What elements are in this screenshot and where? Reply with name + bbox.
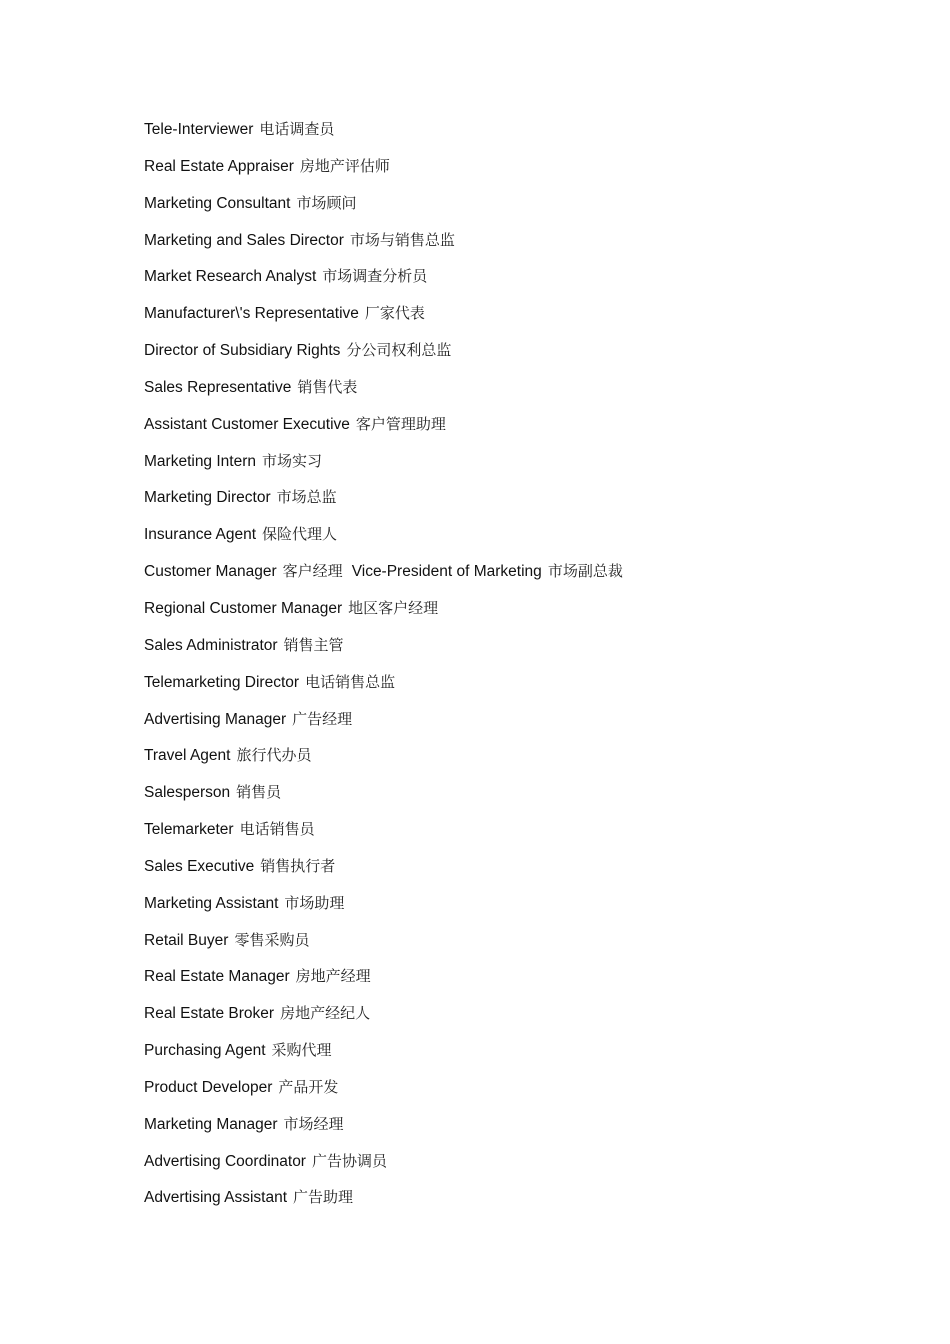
chinese-title: 销售代表 — [297, 377, 358, 396]
chinese-title: 市场与销售总监 — [349, 230, 455, 249]
list-item — [144, 482, 904, 519]
chinese-title: 分公司权利总监 — [346, 341, 452, 360]
english-title: Insurance Agent — [144, 526, 257, 544]
chinese-title: 市场助理 — [284, 893, 345, 912]
list-item — [144, 446, 904, 483]
english-title: Real Estate Broker — [144, 1005, 275, 1023]
list-item — [144, 961, 904, 998]
chinese-title: 地区客户经理 — [348, 598, 439, 617]
chinese-title: 广告经理 — [292, 709, 353, 728]
english-title: Manufacturer\'s Representative — [144, 305, 359, 323]
list-item — [144, 151, 904, 188]
list-item — [144, 888, 904, 925]
list-item — [144, 114, 904, 151]
list-item — [144, 630, 904, 667]
chinese-title: 市场实习 — [262, 451, 323, 470]
chinese-title: 房地产经理 — [295, 967, 371, 986]
list-item — [144, 1182, 904, 1219]
list-item — [144, 519, 904, 556]
english-title: Sales Representative — [144, 378, 292, 396]
list-item — [144, 225, 904, 262]
chinese-title: 零售采购员 — [234, 930, 310, 949]
english-title: Customer Manager — [144, 563, 277, 581]
list-item — [144, 777, 904, 814]
english-title: Advertising Coordinator — [144, 1152, 306, 1170]
list-item — [144, 1072, 904, 1109]
english-title: Marketing Intern — [144, 452, 256, 470]
english-title: Marketing Assistant — [144, 894, 279, 912]
chinese-title: 广告助理 — [293, 1188, 354, 1207]
list-item — [144, 1035, 904, 1072]
chinese-title: 电话销售总监 — [305, 672, 396, 691]
list-item — [144, 593, 904, 630]
english-title: Telemarketing Director — [144, 673, 300, 691]
job-title-list — [144, 114, 904, 1219]
chinese-title: 市场总监 — [276, 488, 337, 507]
list-item — [144, 556, 904, 593]
chinese-title: 采购代理 — [271, 1041, 332, 1060]
list-item — [144, 667, 904, 704]
english-title: Salesperson — [144, 784, 231, 802]
list-item — [144, 851, 904, 888]
english-title: Retail Buyer — [144, 931, 229, 949]
list-item — [144, 925, 904, 962]
english-title: Real Estate Manager — [144, 968, 290, 986]
chinese-title: 广告协调员 — [311, 1151, 387, 1170]
list-item — [144, 1109, 904, 1146]
chinese-title: 客户经理 — [282, 562, 343, 581]
english-title: Real Estate Appraiser — [144, 157, 294, 175]
english-title: Market Research Analyst — [144, 268, 317, 286]
english-title: Marketing Consultant — [144, 194, 291, 212]
english-title: Assistant Customer Executive — [144, 415, 350, 433]
chinese-title: 旅行代办员 — [236, 746, 312, 765]
chinese-title: 房地产经纪人 — [280, 1004, 371, 1023]
list-item — [144, 261, 904, 298]
english-title: Director of Subsidiary Rights — [144, 342, 341, 360]
chinese-title: 厂家代表 — [364, 304, 425, 323]
list-item — [144, 409, 904, 446]
list-item — [144, 740, 904, 777]
list-item — [144, 298, 904, 335]
english-title: Advertising Assistant — [144, 1189, 288, 1207]
english-title: Marketing Director — [144, 489, 271, 507]
english-title: Telemarketer — [144, 821, 234, 839]
chinese-title: 房地产评估师 — [299, 156, 390, 175]
chinese-title: 销售主管 — [283, 635, 344, 654]
english-title-secondary: Vice-President of Marketing — [351, 563, 542, 581]
english-title: Product Developer — [144, 1078, 273, 1096]
chinese-title: 销售执行者 — [260, 856, 336, 875]
list-item — [144, 1146, 904, 1183]
chinese-title: 市场顾问 — [296, 193, 357, 212]
english-title: Tele-Interviewer — [144, 121, 254, 138]
english-title: Marketing and Sales Director — [144, 231, 344, 249]
list-item — [144, 998, 904, 1035]
english-title: Regional Customer Manager — [144, 599, 343, 617]
chinese-title: 保险代理人 — [262, 525, 338, 544]
english-title: Purchasing Agent — [144, 1042, 266, 1060]
list-item — [144, 372, 904, 409]
list-item — [144, 188, 904, 225]
english-title: Travel Agent — [144, 747, 231, 765]
english-title: Sales Executive — [144, 857, 255, 875]
list-item — [144, 335, 904, 372]
chinese-title: 市场经理 — [283, 1114, 344, 1133]
english-title: Sales Administrator — [144, 636, 278, 654]
chinese-title: 销售员 — [236, 783, 282, 802]
english-title: Advertising Manager — [144, 710, 287, 728]
chinese-title: 电话调查员 — [259, 120, 335, 138]
chinese-title: 市场调查分析员 — [322, 267, 428, 286]
english-title: Marketing Manager — [144, 1115, 278, 1133]
chinese-title: 电话销售员 — [239, 820, 315, 839]
chinese-title: 产品开发 — [278, 1077, 339, 1096]
list-item — [144, 814, 904, 851]
chinese-title: 客户管理助理 — [355, 414, 446, 433]
chinese-title-secondary: 市场副总裁 — [547, 562, 623, 581]
list-item — [144, 704, 904, 741]
